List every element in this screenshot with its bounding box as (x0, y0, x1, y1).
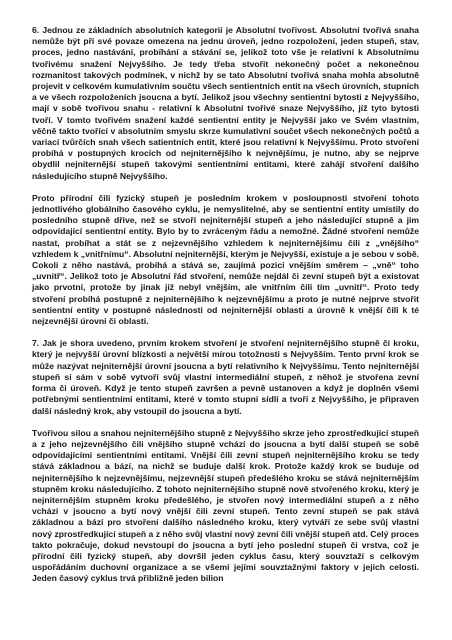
document-page (32, 25, 419, 596)
paragraph-6: 6. Jednou ze základních absolutních kategorií je Absolutní tvořivost. Absolutní tvořivá snaha nemůže být při své povaze omezena na jednu úroveň, jedno rozpoložení, jeden stupeň, stav, proces, jedno nastávání, probíhání a stávání se, jelikož toto vše je relativní k Absolutnímu tvořivému snažení Nejvyššího. Je tedy třeba stvořit nekonečný počet a nekonečnou rozmanitost takových podmínek, v nichž by se tato Absolutní tvořivá snaha mohla absolutně projevit v celkovém kumulativním součtu všech sentientních entit na všech úrovních, stupních a ve všech rozpoloženích jsoucna a bytí. Jelikož jsou všechny sentientní bytosti z Nejvyššího, mají v sobě tvořivou snahu - relativní k Absolutní tvořivé snaze Nejvyššího, jíž tyto bytosti tvoří. V tomto tvořivém snažení každé sentientní entity je Nejvyšší jako ve Svém vlastním, věčně takto tvořící v absolutním smyslu skrze kumulativní součet všech nekonečných počtů a variací tvůrčích snah všech satientních entit, které jsou relativní k Nejvyššímu. Proto stvoření probíhá v postupných krocích od nejniternějšího k nejvnějšímu, je nutno, aby se nejprve obydlil nejniternější stupeň takovými sentientními entitami, které zahájí stvoření dalšího následujícího stupně Nejvyššího. (32, 25, 419, 181)
paragraph-7: 7. Jak je shora uvedeno, prvním krokem stvoření je stvoření nejniternějšího stupně či kroku, který je nejvyšší úrovní blízkosti a největší mírou totožnosti s Nejvyšším. Tento první krok se může nazývat nejniternější úrovní jsoucna a bytí relativního k Nejvyššímu. Tento nejniternější stupeň si sám v sobě vytvoří svůj vlastní intermediální stupeň, z něhož je stvořena zevní forma či úroveň. Když je tento stupeň završen a pevně ustanoven a když je doplněn všemi potřebnými sentientními entitami, které v tomto stupni sídlí a tvoří z Nejvyššího, je připraven další následný krok, aby vstoupil do jsoucna a bytí. (32, 338, 419, 416)
paragraph-creative-force: Tvořivou silou a snahou nejniternějšího stupně z Nejvyššího skrze jeho zprostředkující stupeň a z jeho nejzevnějšího čili vnějšího stupně vchází do jsoucna a bytí další stupeň se sobě odpovídajícími sentientními entitami. Vnější čili zevní stupeň nejniternějšího kroku se tedy stává základnou a bází, na nichž se buduje další krok. Protože každý krok se buduje od nejniternějšího k nejzevnějšímu, nejzevnější stupeň předešlého kroku se stává nejniternějším stupněm kroku následujícího. Z tohoto nejniternějšího stupně nově stvořeného kroku, který je nejniternějším stupněm kroku předešlého, je stvořen nový intermediální stupeň a z něho vchází v jsoucno a bytí nový vnější čili zevní stupeň. Tento zevní stupeň se pak stává základnou a bází pro stvoření dalšího následného kroku, který vytváří ze sebe svůj vlastní nový zprostředkující stupeň a z něho svůj vlastní nový zevní čili vnější stupeň atd. Celý proces takto pokračuje, dokud nevstoupí do jsoucna a bytí jeho poslední stupeň či vrstva, což je přírodní čili fyzický stupeň, aby dovršil jeden cyklus času, který souvztaží s celkovým uspořádáním duchovní organizace a se všemi jejími souvztažnými faktory v jejich celosti. Jeden časový cyklus trvá přibližně jeden bilion (32, 427, 419, 584)
paragraph-creation-order: Proto přírodní čili fyzický stupeň je posledním krokem v posloupnosti stvoření tohoto jednotlivého globálního časového cyklu, je nemyslitelné, aby se sentientní entity umístily do posledního stupně dříve, než se stvoří nejniternější stupeň a jeho následující stupně a jim odpovídající sentientní entity. Bylo by to zvráceným řádu a nemožné. Žádné stvoření nemůže nastat, probíhat a stát se z nejzevnějšího vzhledem k nejniternějšímu čili z „vnějšího“ vzhledem k „vnitřnímu“. Absolutní nejniternější, kterým je Nejvyšší, existuje a je sebou v sobě. Cokoli z něho nastává, probíhá a stává se, zaujímá pozici vnějším směrem – „vně“ toho „uvnitř“. Jelikož toto je Absolutní řád stvoření, nemůže nejdál či zevní stupeň být a existovat jako prvotní, protože by jinak již nebyl vnějším, ale vnitřním čili tím „uvnitř“. Proto tedy stvoření probíhá postupně z nejniternějšího k nejzevnějšímu a proto je nutné nejprve stvořit sentientní entity v postupné následnosti od nejniternější oblasti a úrovně k vnější čili k té nejzevnější úrovni či oblasti. (32, 192, 419, 327)
